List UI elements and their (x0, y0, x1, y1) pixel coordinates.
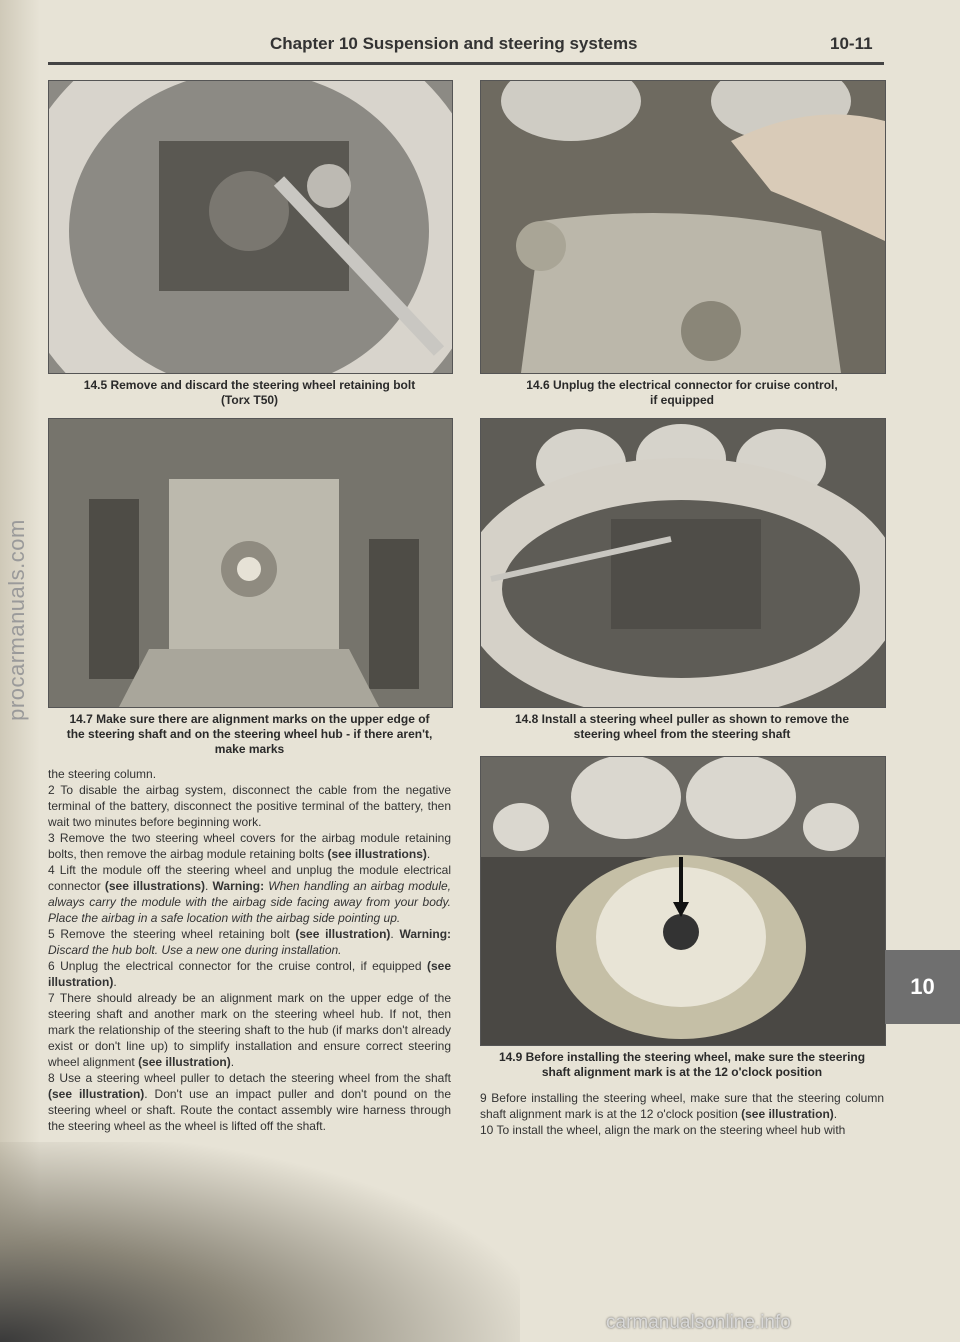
caption-14-8: 14.8 Install a steering wheel puller as shown to remove the steering wheel from the steering shaft (514, 712, 850, 741)
photo-14-8 (480, 418, 886, 708)
watermark-bottom: carmanualsonline.info (606, 1312, 791, 1333)
photo-14-6 (480, 80, 886, 374)
paragraph-7: 7 There should already be an alignment mark on the upper edge of the steering shaft and another mark on the steering wheel hub. If not, then mark the relationship of the steering shaft to the hub (if marks don't already exist or don't line up) to simplify installation and ensure correct steering wheel alignment (see illustration). (48, 991, 451, 1069)
header-rule (48, 62, 884, 65)
paragraph-3: 3 Remove the two steering wheel covers for the airbag module retaining bolts, then remove the airbag module retaining bolts (see illustrations). (48, 831, 451, 861)
right-column-text (480, 1090, 884, 1138)
paragraph-continuation: the steering column. (48, 767, 157, 781)
paragraph-5: 5 Remove the steering wheel retaining bolt (see illustration). Warning: Discard the hub bolt. Use a new one during installation. (48, 927, 452, 957)
caption-14-6: 14.6 Unplug the electrical connector for cruise control, if equipped (526, 378, 838, 407)
paragraph-10: 10 To install the wheel, align the mark on the steering wheel hub with (480, 1123, 846, 1137)
chapter-tab: 10 (885, 950, 960, 1024)
caption-14-7: 14.7 Make sure there are alignment marks on the upper edge of the steering shaft and on the steering wheel hub - if there aren't, make marks (66, 712, 433, 756)
paragraph-9: 9 Before installing the steering wheel, make sure that the steering column shaft alignment mark is at the 12 o'clock position (see illustration). (480, 1091, 884, 1121)
left-column-text (48, 766, 451, 1134)
paragraph-6: 6 Unplug the electrical connector for the cruise control, if equipped (see illustration). (48, 959, 451, 989)
paragraph-8: 8 Use a steering wheel puller to detach the steering wheel from the shaft (see illustration). Don't use an impact puller and don't pound on the steering wheel or shaft. Route the contact assembly wire harness through the steering wheel as the wheel is lifted off the shaft. (48, 1071, 451, 1133)
photo-14-5 (48, 80, 453, 374)
caption-14-9: 14.9 Before installing the steering wheel, make sure the steering shaft alignment mark is at the 12 o'clock position (498, 1050, 866, 1079)
page-number: 10-11 (830, 34, 873, 53)
page-corner-shadow (0, 1142, 520, 1342)
paragraph-2: 2 To disable the airbag system, disconnect the cable from the negative terminal of the battery, disconnect the positive terminal of the battery, then wait two minutes before beginning work. (48, 783, 451, 829)
chapter-title: Chapter 10 Suspension and steering systems (270, 34, 638, 53)
photo-14-9 (480, 756, 886, 1046)
paragraph-4: 4 Lift the module off the steering wheel and unplug the module electrical connector (see illustrations). Warning: When handling an airbag module, always carry the module with the airbag side facing away from your body. Place the airbag in a safe location with the airbag side pointing up. (48, 863, 451, 925)
photo-14-7 (48, 418, 453, 708)
caption-14-5: 14.5 Remove and discard the steering wheel retaining bolt (Torx T50) (83, 378, 416, 407)
watermark-left: procarmanuals.com (4, 519, 29, 721)
